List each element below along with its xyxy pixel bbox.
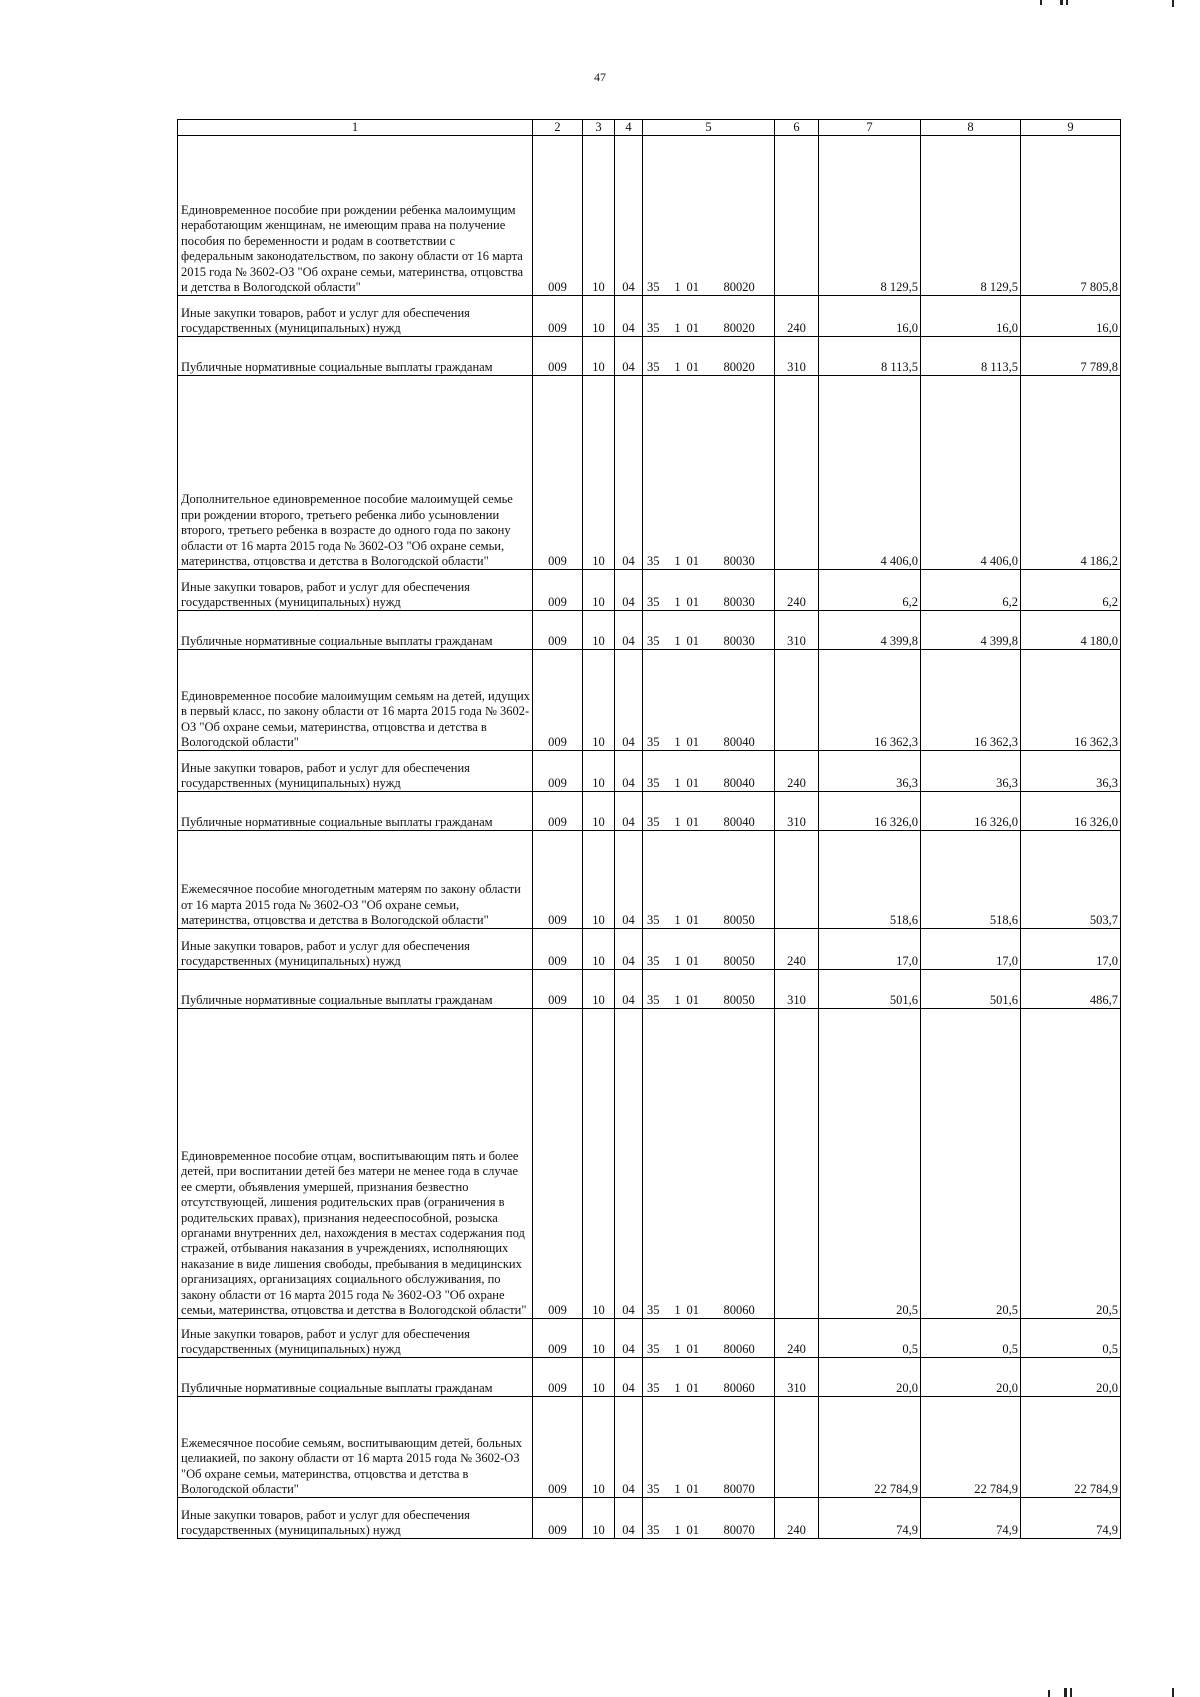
- table-cell-code: 04: [615, 136, 643, 296]
- table-cell-name: Ежемесячное пособие многодетным матерям по закону области от 16 марта 2015 года № 3602-ОЗ "Об охране семьи, материнства, отцовства и детства в Вологодской области": [178, 831, 533, 929]
- table-cell-program: 01: [687, 376, 720, 570]
- table-cell-code: 10: [583, 1498, 615, 1539]
- table-cell-program: 1: [669, 1319, 687, 1358]
- table-row: [178, 831, 1121, 929]
- table-cell-amount: 16 362,3: [921, 650, 1021, 751]
- page-number: 47: [594, 70, 606, 84]
- table-cell-program: 1: [669, 1498, 687, 1539]
- table-cell-program: 01: [687, 570, 720, 611]
- table-cell-program: 80030: [720, 376, 775, 570]
- table-cell-program: 80050: [720, 929, 775, 970]
- table-cell-program: 35: [643, 792, 669, 831]
- table-cell-name: Иные закупки товаров, работ и услуг для обеспечения государственных (муниципальных) нужд: [178, 1498, 533, 1539]
- table-cell-amount: 518,6: [819, 831, 921, 929]
- table-cell-amount: 6,2: [1021, 570, 1121, 611]
- table-cell-amount: 16 326,0: [819, 792, 921, 831]
- table-cell-code: 04: [615, 570, 643, 611]
- table-row: [178, 792, 1121, 831]
- table-cell-program: 35: [643, 929, 669, 970]
- table-cell-program: 1: [669, 751, 687, 792]
- table-row: [178, 751, 1121, 792]
- table-body: [178, 120, 1121, 1539]
- table-cell-amount: 4 406,0: [921, 376, 1021, 570]
- table-row: [178, 337, 1121, 376]
- table-cell-amount: 22 784,9: [819, 1397, 921, 1498]
- table-cell-program: 80060: [720, 1358, 775, 1397]
- table-cell-code: 10: [583, 831, 615, 929]
- table-cell-amount: 4 399,8: [819, 611, 921, 650]
- table-row: [178, 650, 1121, 751]
- table-cell-program: 80060: [720, 1009, 775, 1319]
- table-cell-code: 240: [775, 751, 819, 792]
- table-cell-amount: 6,2: [921, 570, 1021, 611]
- table-cell-amount: 501,6: [819, 970, 921, 1009]
- table-cell-code: 04: [615, 1498, 643, 1539]
- table-cell-program: 80040: [720, 650, 775, 751]
- table-cell-program: 1: [669, 611, 687, 650]
- table-cell-amount: 4 186,2: [1021, 376, 1121, 570]
- table-cell-amount: 16,0: [819, 296, 921, 337]
- table-cell-program: 1: [669, 376, 687, 570]
- table-cell-code: 04: [615, 1358, 643, 1397]
- table-cell-amount: 8 113,5: [921, 337, 1021, 376]
- scan-mark: [1070, 1688, 1072, 1697]
- table-cell-code: 009: [533, 1397, 583, 1498]
- table-cell-code: 310: [775, 792, 819, 831]
- table-cell-code: 009: [533, 929, 583, 970]
- table-cell-code: 10: [583, 1358, 615, 1397]
- scan-mark: [1064, 1688, 1067, 1697]
- table-row: [178, 1498, 1121, 1539]
- table-cell-code: 310: [775, 1358, 819, 1397]
- table-cell-code: 10: [583, 337, 615, 376]
- table-cell-code: 240: [775, 1498, 819, 1539]
- table-cell-code: 04: [615, 831, 643, 929]
- table-cell-program: 1: [669, 136, 687, 296]
- table-cell-code: 04: [615, 611, 643, 650]
- table-cell-code: 009: [533, 1009, 583, 1319]
- table-cell-name: Иные закупки товаров, работ и услуг для обеспечения государственных (муниципальных) нужд: [178, 296, 533, 337]
- table-cell-code: 10: [583, 296, 615, 337]
- table-cell-amount: 17,0: [1021, 929, 1121, 970]
- table-cell-name: Дополнительное единовременное пособие малоимущей семье при рождении второго, третьего ребенка либо усыновлении второго, третьего ребенка в возрасте до одного года по закону области от 16 марта 2015 года № 3602-ОЗ "Об охране семьи, материнства, отцовства и детства в Вологодской области": [178, 376, 533, 570]
- table-cell-code: 04: [615, 376, 643, 570]
- table-cell-program: 80040: [720, 792, 775, 831]
- table-cell-program: 35: [643, 1319, 669, 1358]
- table-cell-program: 35: [643, 1009, 669, 1319]
- table-row: [178, 1009, 1121, 1319]
- table-cell-name: Единовременное пособие малоимущим семьям на детей, идущих в первый класс, по закону области от 16 марта 2015 года № 3602-ОЗ "Об охране семьи, материнства, отцовства и детства в Вологодской области": [178, 650, 533, 751]
- table-cell-amount: 8 129,5: [819, 136, 921, 296]
- table-cell-program: 80030: [720, 570, 775, 611]
- table-cell-program: 35: [643, 1498, 669, 1539]
- table-cell-program: 01: [687, 751, 720, 792]
- table-cell-code: 10: [583, 751, 615, 792]
- table-cell-program: 1: [669, 1358, 687, 1397]
- table-cell-code: 04: [615, 650, 643, 751]
- table-cell-program: 35: [643, 376, 669, 570]
- table-cell-program: 80030: [720, 611, 775, 650]
- table-cell-program: 01: [687, 337, 720, 376]
- table-cell-code: [775, 650, 819, 751]
- table-cell-name: Публичные нормативные социальные выплаты гражданам: [178, 611, 533, 650]
- table-cell-name: Публичные нормативные социальные выплаты гражданам: [178, 1358, 533, 1397]
- table-cell-amount: 20,0: [1021, 1358, 1121, 1397]
- table-cell-name: Единовременное пособие отцам, воспитывающим пять и более детей, при воспитании детей без матери не менее года в случае ее смерти, объявления умершей, признания безвестно отсутствующей, лишения родительских прав (ограничения в родительских правах), признания недееспособной, розыска органами внутренних дел, нахождения в местах содержания под стражей, отбывания наказания в учреждениях, исполняющих наказание в виде лишения свободы, пребывания в медицинских организациях, организациях социального обслуживания, по закону области от 16 марта 2015 года № 3602-ОЗ "Об охране семьи, материнства, отцовства и детства в Вологодской области": [178, 1009, 533, 1319]
- table-cell-code: 009: [533, 970, 583, 1009]
- table-cell-program: 80020: [720, 136, 775, 296]
- table-cell-code: 10: [583, 929, 615, 970]
- table-cell-program: 80070: [720, 1498, 775, 1539]
- table-row: [178, 296, 1121, 337]
- scan-mark: [1048, 1690, 1050, 1697]
- header-cell: 1: [178, 120, 533, 136]
- table-cell-code: 009: [533, 831, 583, 929]
- table-cell-amount: 20,5: [921, 1009, 1021, 1319]
- header-cell: 2: [533, 120, 583, 136]
- table-cell-code: 04: [615, 1009, 643, 1319]
- table-cell-name: Ежемесячное пособие семьям, воспитывающим детей, больных целиакией, по закону области от 16 марта 2015 года № 3602-ОЗ "Об охране семьи, материнства, отцовства и детства в Вологодской области": [178, 1397, 533, 1498]
- table-cell-code: 009: [533, 792, 583, 831]
- table-cell-amount: 20,0: [921, 1358, 1021, 1397]
- table-row: [178, 970, 1121, 1009]
- table-cell-program: 80050: [720, 831, 775, 929]
- table-cell-program: 01: [687, 792, 720, 831]
- table-cell-amount: 16 362,3: [819, 650, 921, 751]
- table-cell-program: 01: [687, 929, 720, 970]
- table-cell-program: 1: [669, 1397, 687, 1498]
- table-cell-amount: 17,0: [819, 929, 921, 970]
- table-cell-code: 10: [583, 650, 615, 751]
- table-cell-code: 04: [615, 1397, 643, 1498]
- table-cell-amount: 16 362,3: [1021, 650, 1121, 751]
- table-cell-code: 10: [583, 1319, 615, 1358]
- table-cell-amount: 16,0: [1021, 296, 1121, 337]
- table-cell-code: 10: [583, 1397, 615, 1498]
- table-cell-code: 10: [583, 136, 615, 296]
- scan-mark: [1066, 0, 1068, 5]
- table-cell-program: 01: [687, 1498, 720, 1539]
- table-cell-amount: 7 805,8: [1021, 136, 1121, 296]
- table-cell-program: 80020: [720, 296, 775, 337]
- table-cell-program: 1: [669, 831, 687, 929]
- table-cell-program: 1: [669, 650, 687, 751]
- table-cell-program: 1: [669, 337, 687, 376]
- table-cell-program: 1: [669, 1009, 687, 1319]
- table-cell-program: 35: [643, 136, 669, 296]
- table-cell-amount: 501,6: [921, 970, 1021, 1009]
- table-cell-program: 35: [643, 337, 669, 376]
- table-cell-code: 009: [533, 1498, 583, 1539]
- table-cell-code: 240: [775, 1319, 819, 1358]
- table-cell-code: 240: [775, 296, 819, 337]
- table-cell-code: 009: [533, 650, 583, 751]
- table-cell-name: Единовременное пособие при рождении ребенка малоимущим неработающим женщинам, не имеющим права на получение пособия по беременности и родам в соответствии с федеральным законодательством, по закону области от 16 марта 2015 года № 3602-ОЗ "Об охране семьи, материнства, отцовства и детства в Вологодской области": [178, 136, 533, 296]
- table-cell-amount: 20,5: [1021, 1009, 1121, 1319]
- table-cell-program: 80020: [720, 337, 775, 376]
- table-cell-amount: 16 326,0: [1021, 792, 1121, 831]
- table-row: [178, 570, 1121, 611]
- table-cell-code: 240: [775, 929, 819, 970]
- table-cell-program: 1: [669, 970, 687, 1009]
- table-cell-amount: 74,9: [819, 1498, 921, 1539]
- table-cell-amount: 486,7: [1021, 970, 1121, 1009]
- table-cell-program: 01: [687, 296, 720, 337]
- table-cell-program: 35: [643, 751, 669, 792]
- table-cell-program: 35: [643, 970, 669, 1009]
- table-cell-program: 80070: [720, 1397, 775, 1498]
- table-cell-code: 10: [583, 376, 615, 570]
- table-row: [178, 611, 1121, 650]
- table-cell-program: 35: [643, 1358, 669, 1397]
- table-cell-amount: 503,7: [1021, 831, 1121, 929]
- table-cell-amount: 7 789,8: [1021, 337, 1121, 376]
- table-cell-name: Публичные нормативные социальные выплаты гражданам: [178, 337, 533, 376]
- table-cell-program: 35: [643, 296, 669, 337]
- table-row: [178, 1319, 1121, 1358]
- table-cell-amount: 74,9: [1021, 1498, 1121, 1539]
- table-cell-amount: 4 406,0: [819, 376, 921, 570]
- table-cell-program: 80040: [720, 751, 775, 792]
- scan-mark: [1172, 1688, 1174, 1697]
- table-cell-code: 10: [583, 970, 615, 1009]
- table-cell-program: 1: [669, 792, 687, 831]
- table-cell-amount: 4 180,0: [1021, 611, 1121, 650]
- table-cell-amount: 36,3: [921, 751, 1021, 792]
- table-cell-program: 01: [687, 650, 720, 751]
- table-cell-amount: 518,6: [921, 831, 1021, 929]
- table-cell-code: 04: [615, 929, 643, 970]
- table-cell-code: 009: [533, 337, 583, 376]
- table-cell-code: 009: [533, 136, 583, 296]
- table-cell-program: 01: [687, 136, 720, 296]
- table-cell-code: 009: [533, 376, 583, 570]
- table-cell-code: [775, 1009, 819, 1319]
- header-cell: 7: [819, 120, 921, 136]
- table-row: [178, 1397, 1121, 1498]
- table-cell-code: [775, 1397, 819, 1498]
- table-cell-program: 35: [643, 1397, 669, 1498]
- table-cell-program: 01: [687, 1319, 720, 1358]
- table-cell-program: 35: [643, 570, 669, 611]
- table-cell-code: 10: [583, 611, 615, 650]
- table-cell-code: 240: [775, 570, 819, 611]
- header-cell: 5: [643, 120, 775, 136]
- table-cell-program: 1: [669, 929, 687, 970]
- table-cell-amount: 20,0: [819, 1358, 921, 1397]
- table-cell-amount: 17,0: [921, 929, 1021, 970]
- table-cell-code: 009: [533, 611, 583, 650]
- header-cell: 9: [1021, 120, 1121, 136]
- table-cell-program: 1: [669, 296, 687, 337]
- table-cell-code: 009: [533, 751, 583, 792]
- budget-table: [177, 119, 1121, 1539]
- table-cell-code: [775, 136, 819, 296]
- table-cell-program: 01: [687, 1009, 720, 1319]
- table-cell-code: 310: [775, 611, 819, 650]
- table-cell-code: 04: [615, 337, 643, 376]
- table-cell-name: Иные закупки товаров, работ и услуг для обеспечения государственных (муниципальных) нужд: [178, 570, 533, 611]
- table-cell-amount: 20,5: [819, 1009, 921, 1319]
- table-cell-amount: 0,5: [1021, 1319, 1121, 1358]
- table-cell-code: 009: [533, 1358, 583, 1397]
- table-row: [178, 136, 1121, 296]
- header-cell: 6: [775, 120, 819, 136]
- table-cell-amount: 22 784,9: [1021, 1397, 1121, 1498]
- table-cell-program: 1: [669, 570, 687, 611]
- table-cell-program: 01: [687, 970, 720, 1009]
- table-cell-program: 35: [643, 611, 669, 650]
- table-cell-amount: 22 784,9: [921, 1397, 1021, 1498]
- table-cell-program: 01: [687, 611, 720, 650]
- table-cell-code: 009: [533, 1319, 583, 1358]
- table-cell-amount: 8 129,5: [921, 136, 1021, 296]
- table-cell-program: 01: [687, 1397, 720, 1498]
- table-cell-program: 01: [687, 831, 720, 929]
- scan-mark: [1040, 0, 1042, 5]
- table-cell-code: 04: [615, 970, 643, 1009]
- header-cell: 8: [921, 120, 1021, 136]
- table-cell-program: 80060: [720, 1319, 775, 1358]
- table-cell-amount: 74,9: [921, 1498, 1021, 1539]
- table-cell-code: [775, 831, 819, 929]
- table-cell-amount: 36,3: [819, 751, 921, 792]
- table-cell-program: 01: [687, 1358, 720, 1397]
- table-cell-program: 80050: [720, 970, 775, 1009]
- table-cell-name: Иные закупки товаров, работ и услуг для обеспечения государственных (муниципальных) нужд: [178, 1319, 533, 1358]
- table-cell-code: 310: [775, 337, 819, 376]
- table-cell-amount: 36,3: [1021, 751, 1121, 792]
- table-cell-code: 04: [615, 792, 643, 831]
- table-cell-code: 10: [583, 792, 615, 831]
- table-cell-code: 04: [615, 296, 643, 337]
- table-cell-code: 310: [775, 970, 819, 1009]
- scan-mark: [1060, 0, 1063, 5]
- table-cell-code: [775, 376, 819, 570]
- table-cell-code: 10: [583, 570, 615, 611]
- table-cell-amount: 0,5: [819, 1319, 921, 1358]
- table-cell-name: Публичные нормативные социальные выплаты гражданам: [178, 792, 533, 831]
- table-cell-code: 04: [615, 1319, 643, 1358]
- scan-mark: [1172, 0, 1174, 7]
- table-row: [178, 929, 1121, 970]
- table-cell-name: Публичные нормативные социальные выплаты гражданам: [178, 970, 533, 1009]
- table-cell-amount: 0,5: [921, 1319, 1021, 1358]
- table-cell-program: 35: [643, 831, 669, 929]
- table-cell-name: Иные закупки товаров, работ и услуг для обеспечения государственных (муниципальных) нужд: [178, 751, 533, 792]
- table-cell-code: 04: [615, 751, 643, 792]
- table-cell-amount: 16,0: [921, 296, 1021, 337]
- table-cell-amount: 8 113,5: [819, 337, 921, 376]
- table-cell-amount: 16 326,0: [921, 792, 1021, 831]
- header-row: [178, 120, 1121, 136]
- table-cell-program: 35: [643, 650, 669, 751]
- table-cell-code: 009: [533, 296, 583, 337]
- table-cell-amount: 6,2: [819, 570, 921, 611]
- table-row: [178, 376, 1121, 570]
- header-cell: 4: [615, 120, 643, 136]
- table-cell-amount: 4 399,8: [921, 611, 1021, 650]
- header-cell: 3: [583, 120, 615, 136]
- table-cell-code: 009: [533, 570, 583, 611]
- table-cell-code: 10: [583, 1009, 615, 1319]
- table-cell-name: Иные закупки товаров, работ и услуг для обеспечения государственных (муниципальных) нужд: [178, 929, 533, 970]
- table-row: [178, 1358, 1121, 1397]
